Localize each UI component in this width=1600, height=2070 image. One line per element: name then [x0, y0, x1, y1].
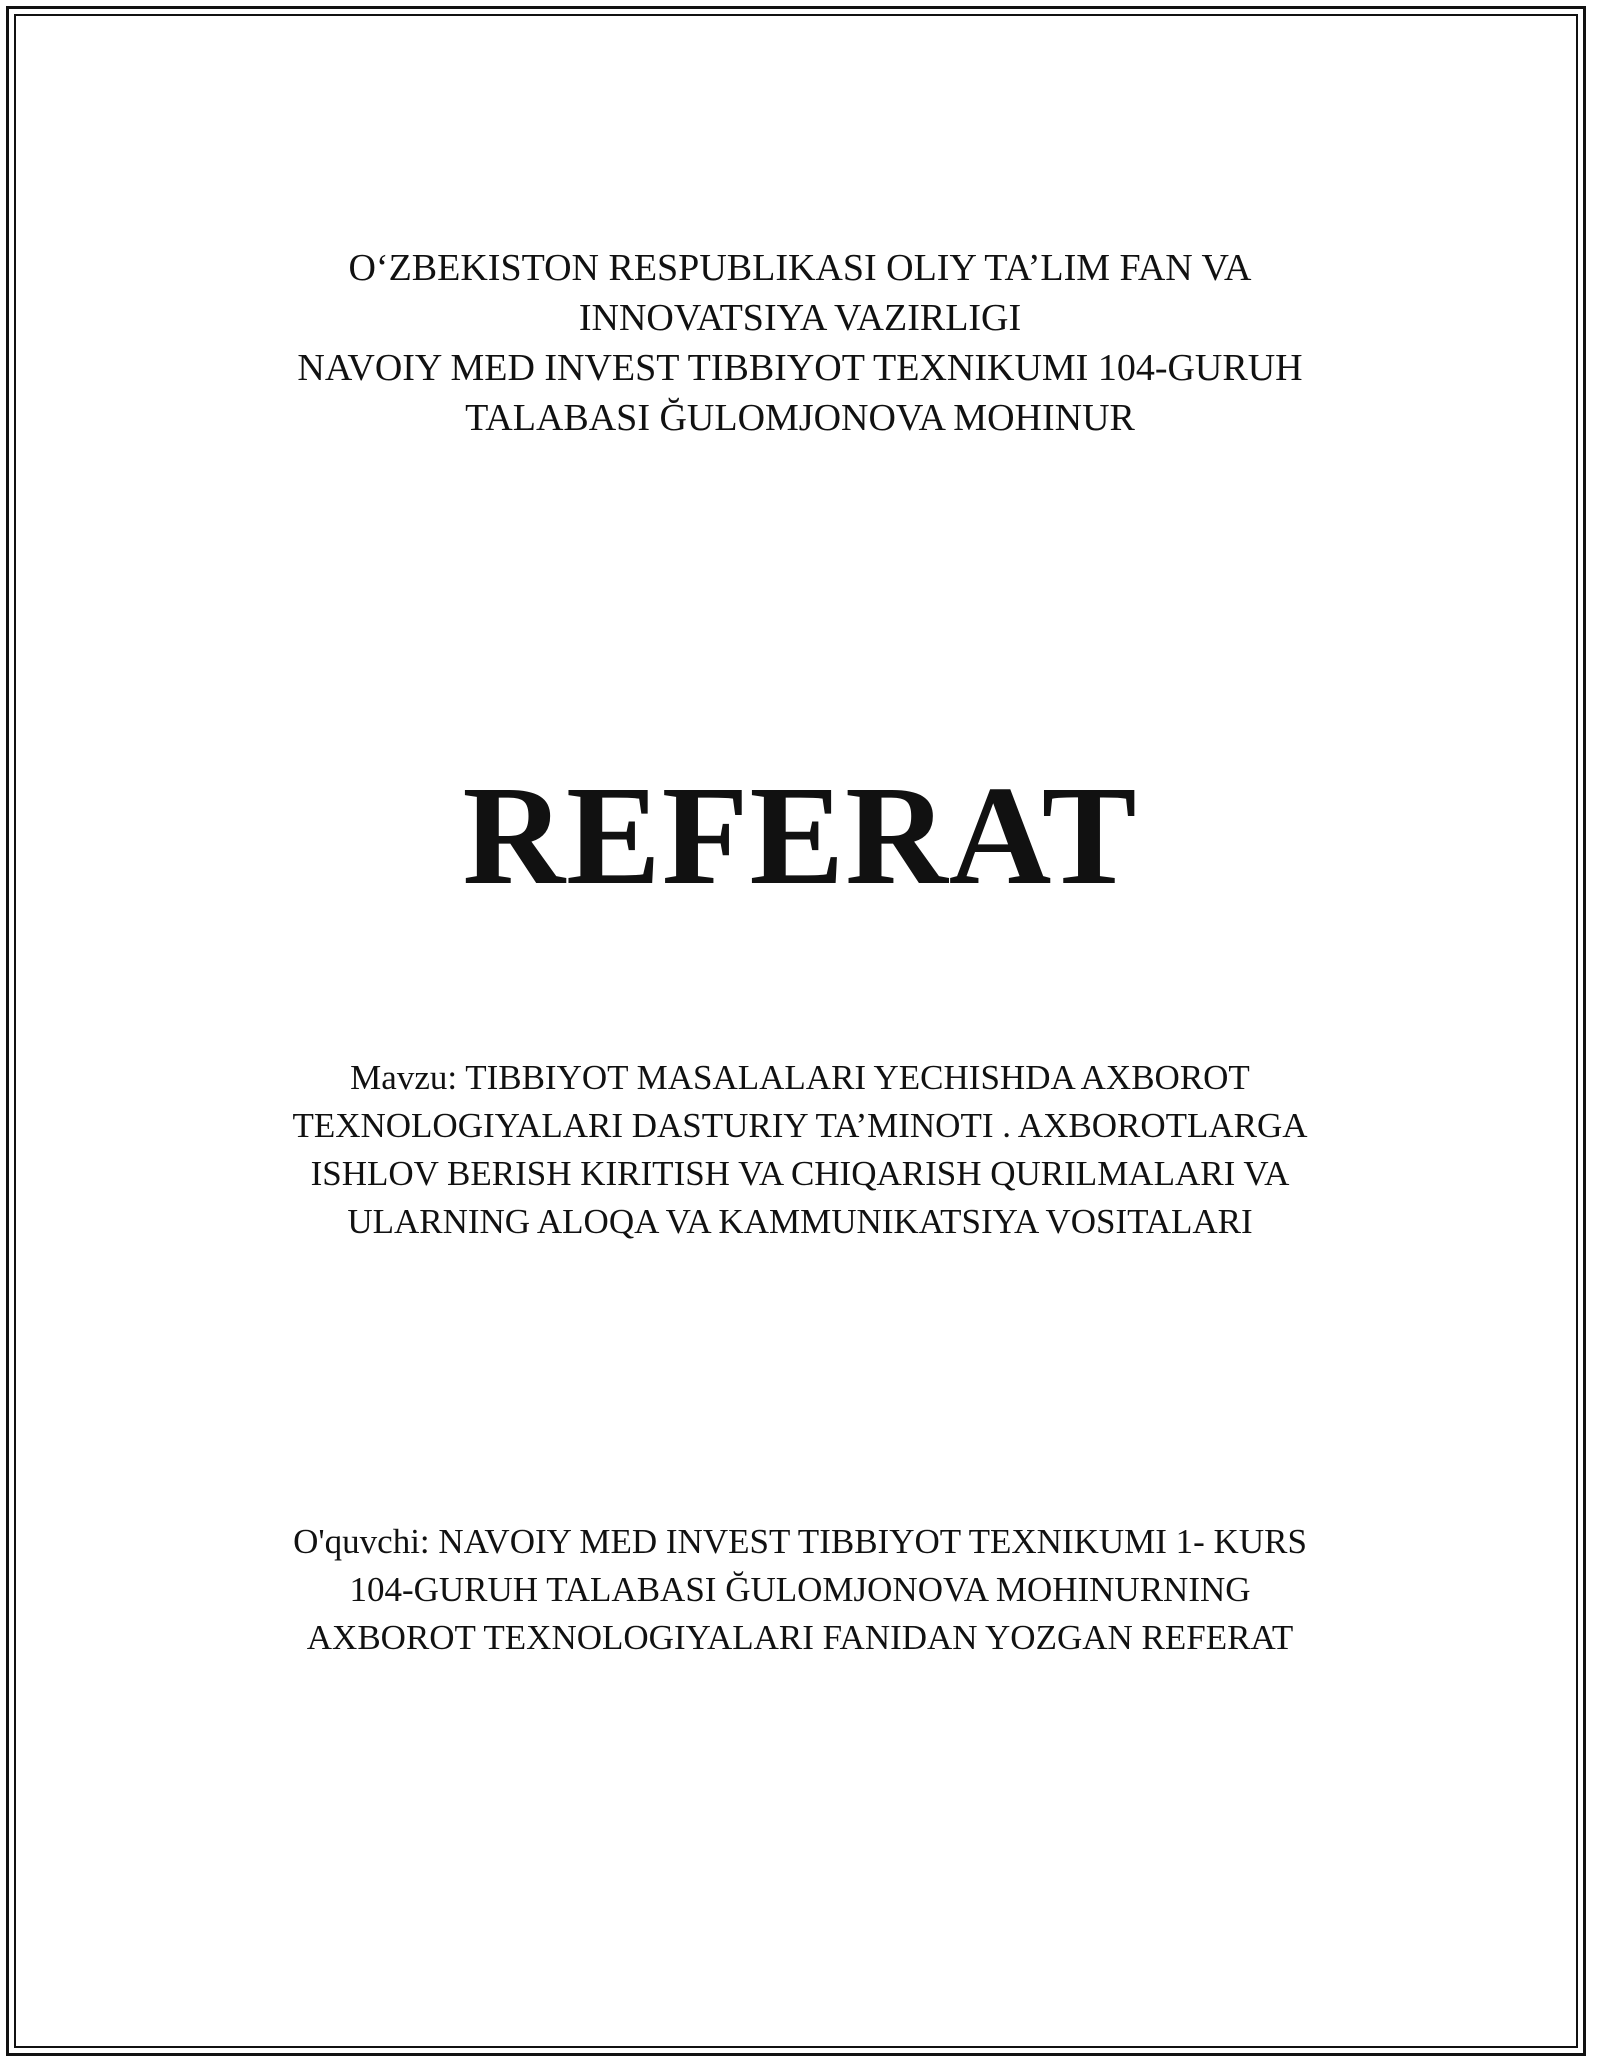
topic-line-1: Mavzu: TIBBIYOT MASALALARI YECHISHDA AXBOROT	[350, 1058, 1250, 1097]
topic-line-2: TEXNOLOGIYALARI DASTURIY TA’MINOTI . AXBOROTLARGA	[292, 1106, 1308, 1145]
title-text: REFERAT	[462, 756, 1138, 914]
header-line-3: NAVOIY MED INVEST TIBBIYOT TEXNIKUMI 104-GURUH	[297, 347, 1303, 389]
topic-line-4: ULARNING ALOQA VA KAMMUNIKATSIYA VOSITALARI	[347, 1202, 1253, 1241]
student-line-3: AXBOROT TEXNOLOGIYALARI FANIDAN YOZGAN REFERAT	[306, 1618, 1294, 1657]
student-section	[0, 1518, 1600, 1662]
topic-section	[0, 1054, 1600, 1246]
ministry-header	[0, 243, 1600, 443]
student-line-1: O'quvchi: NAVOIY MED INVEST TIBBIYOT TEXNIKUMI 1- KURS	[293, 1522, 1307, 1561]
document-title	[0, 755, 1600, 915]
header-line-1: O‘ZBEKISTON RESPUBLIKASI OLIY TA’LIM FAN VA	[348, 247, 1252, 289]
student-line-2: 104-GURUH TALABASI ĞULOMJONOVA MOHINURNING	[349, 1570, 1251, 1609]
header-line-2: INNOVATSIYA VAZIRLIGI	[578, 297, 1022, 339]
header-line-4: TALABASI ĞULOMJONOVA MOHINUR	[465, 397, 1135, 439]
topic-line-3: ISHLOV BERISH KIRITISH VA CHIQARISH QURILMALARI VA	[310, 1154, 1290, 1193]
